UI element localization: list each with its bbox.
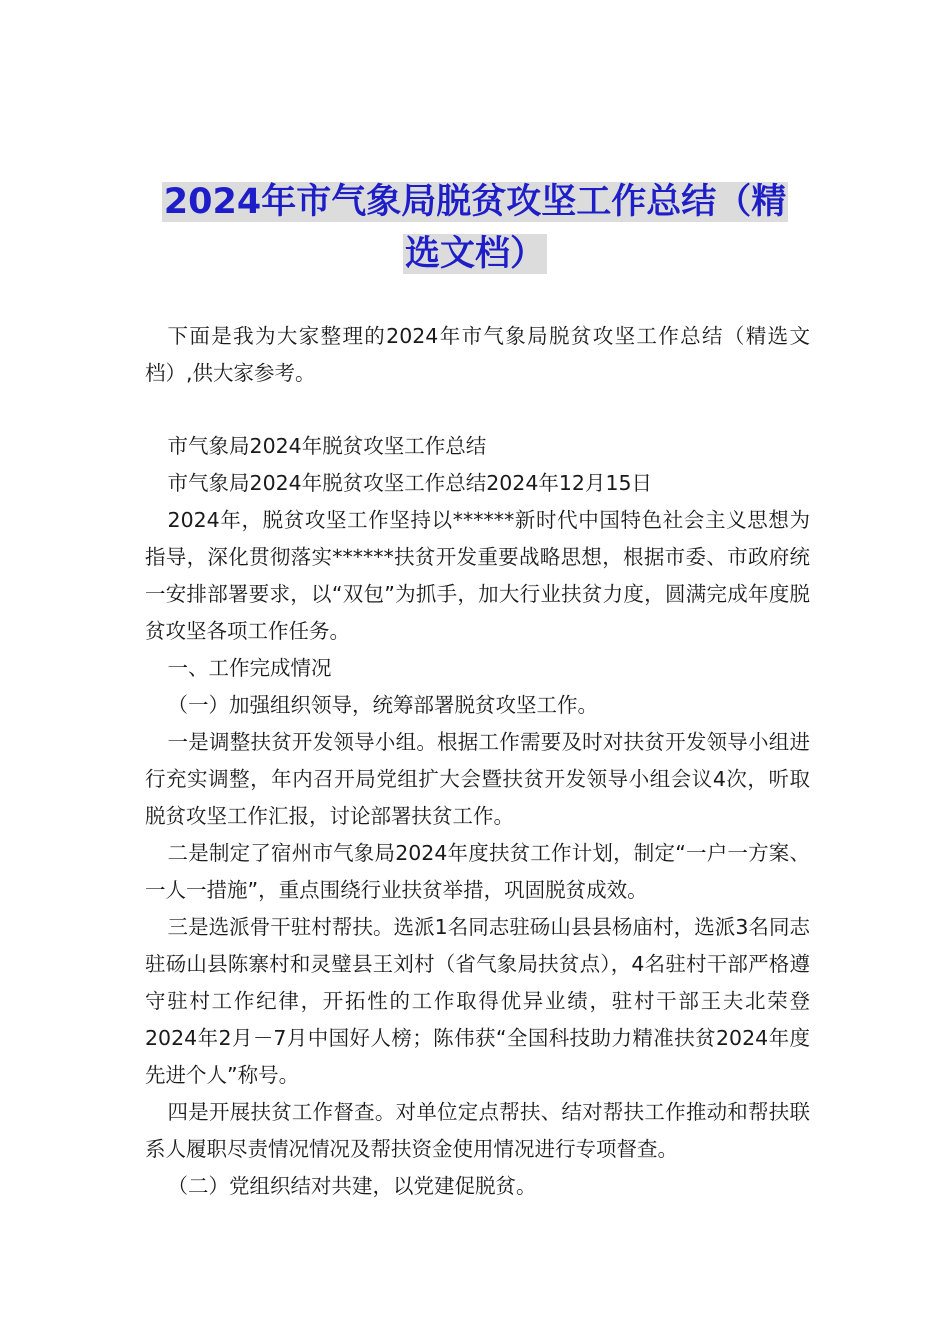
section-heading-work-status: 一、工作完成情况 [167, 656, 332, 680]
title-line-2: 选文档） [404, 234, 545, 274]
subtitle-date-line: 市气象局2024年脱贫攻坚工作总结2024年12月15日 [167, 471, 653, 495]
document-title [145, 176, 805, 280]
body-paragraph: 二是制定了宿州市气象局2024年度扶贫工作计划，制定“一户一方案、一人一措施”，重点围绕行业扶贫举措，巩固脱贫成效。 [145, 841, 810, 902]
intro-section [145, 318, 810, 392]
main-body [145, 428, 810, 1205]
section-heading: 市气象局2024年脱贫攻坚工作总结 [167, 434, 487, 458]
body-paragraph: 一是调整扶贫开发领导小组。根据工作需要及时对扶贫开发领导小组进行充实调整，年内召开局党组扩大会暨扶贫开发领导小组会议4次，听取脱贫攻坚工作汇报，讨论部署扶贫工作。 [145, 730, 810, 828]
intro-paragraph: 下面是我为大家整理的2024年市气象局脱贫攻坚工作总结（精选文档）,供大家参考。 [145, 324, 810, 385]
body-paragraph: 三是选派骨干驻村帮扶。选派1名同志驻砀山县县杨庙村，选派3名同志驻砀山县陈寨村和灵璧县王刘村（省气象局扶贫点），4名驻村干部严格遵守驻村工作纪律，开拓性的工作取得优异业绩，驻村干部王夫北荣登2024年2月－7月中国好人榜；陈伟获“全国科技助力精准扶贫2024年度先进个人”称号。 [145, 915, 810, 1087]
subsection-heading-1: （一）加强组织领导，统筹部署脱贫攻坚工作。 [167, 693, 599, 717]
body-paragraph: 四是开展扶贫工作督查。对单位定点帮扶、结对帮扶工作推动和帮扶联系人履职尽责情况情况及帮扶资金使用情况进行专项督查。 [145, 1100, 810, 1161]
title-line-1: 2024年市气象局脱贫攻坚工作总结（精 [163, 182, 787, 222]
body-paragraph: 2024年，脱贫攻坚工作坚持以******新时代中国特色社会主义思想为指导，深化贯彻落实******扶贫开发重要战略思想，根据市委、市政府统一安排部署要求，以“双包”为抓手，加大行业扶贫力度，圆满完成年度脱贫攻坚各项工作任务。 [145, 508, 810, 643]
subsection-heading-2: （二）党组织结对共建，以党建促脱贫。 [167, 1174, 537, 1198]
